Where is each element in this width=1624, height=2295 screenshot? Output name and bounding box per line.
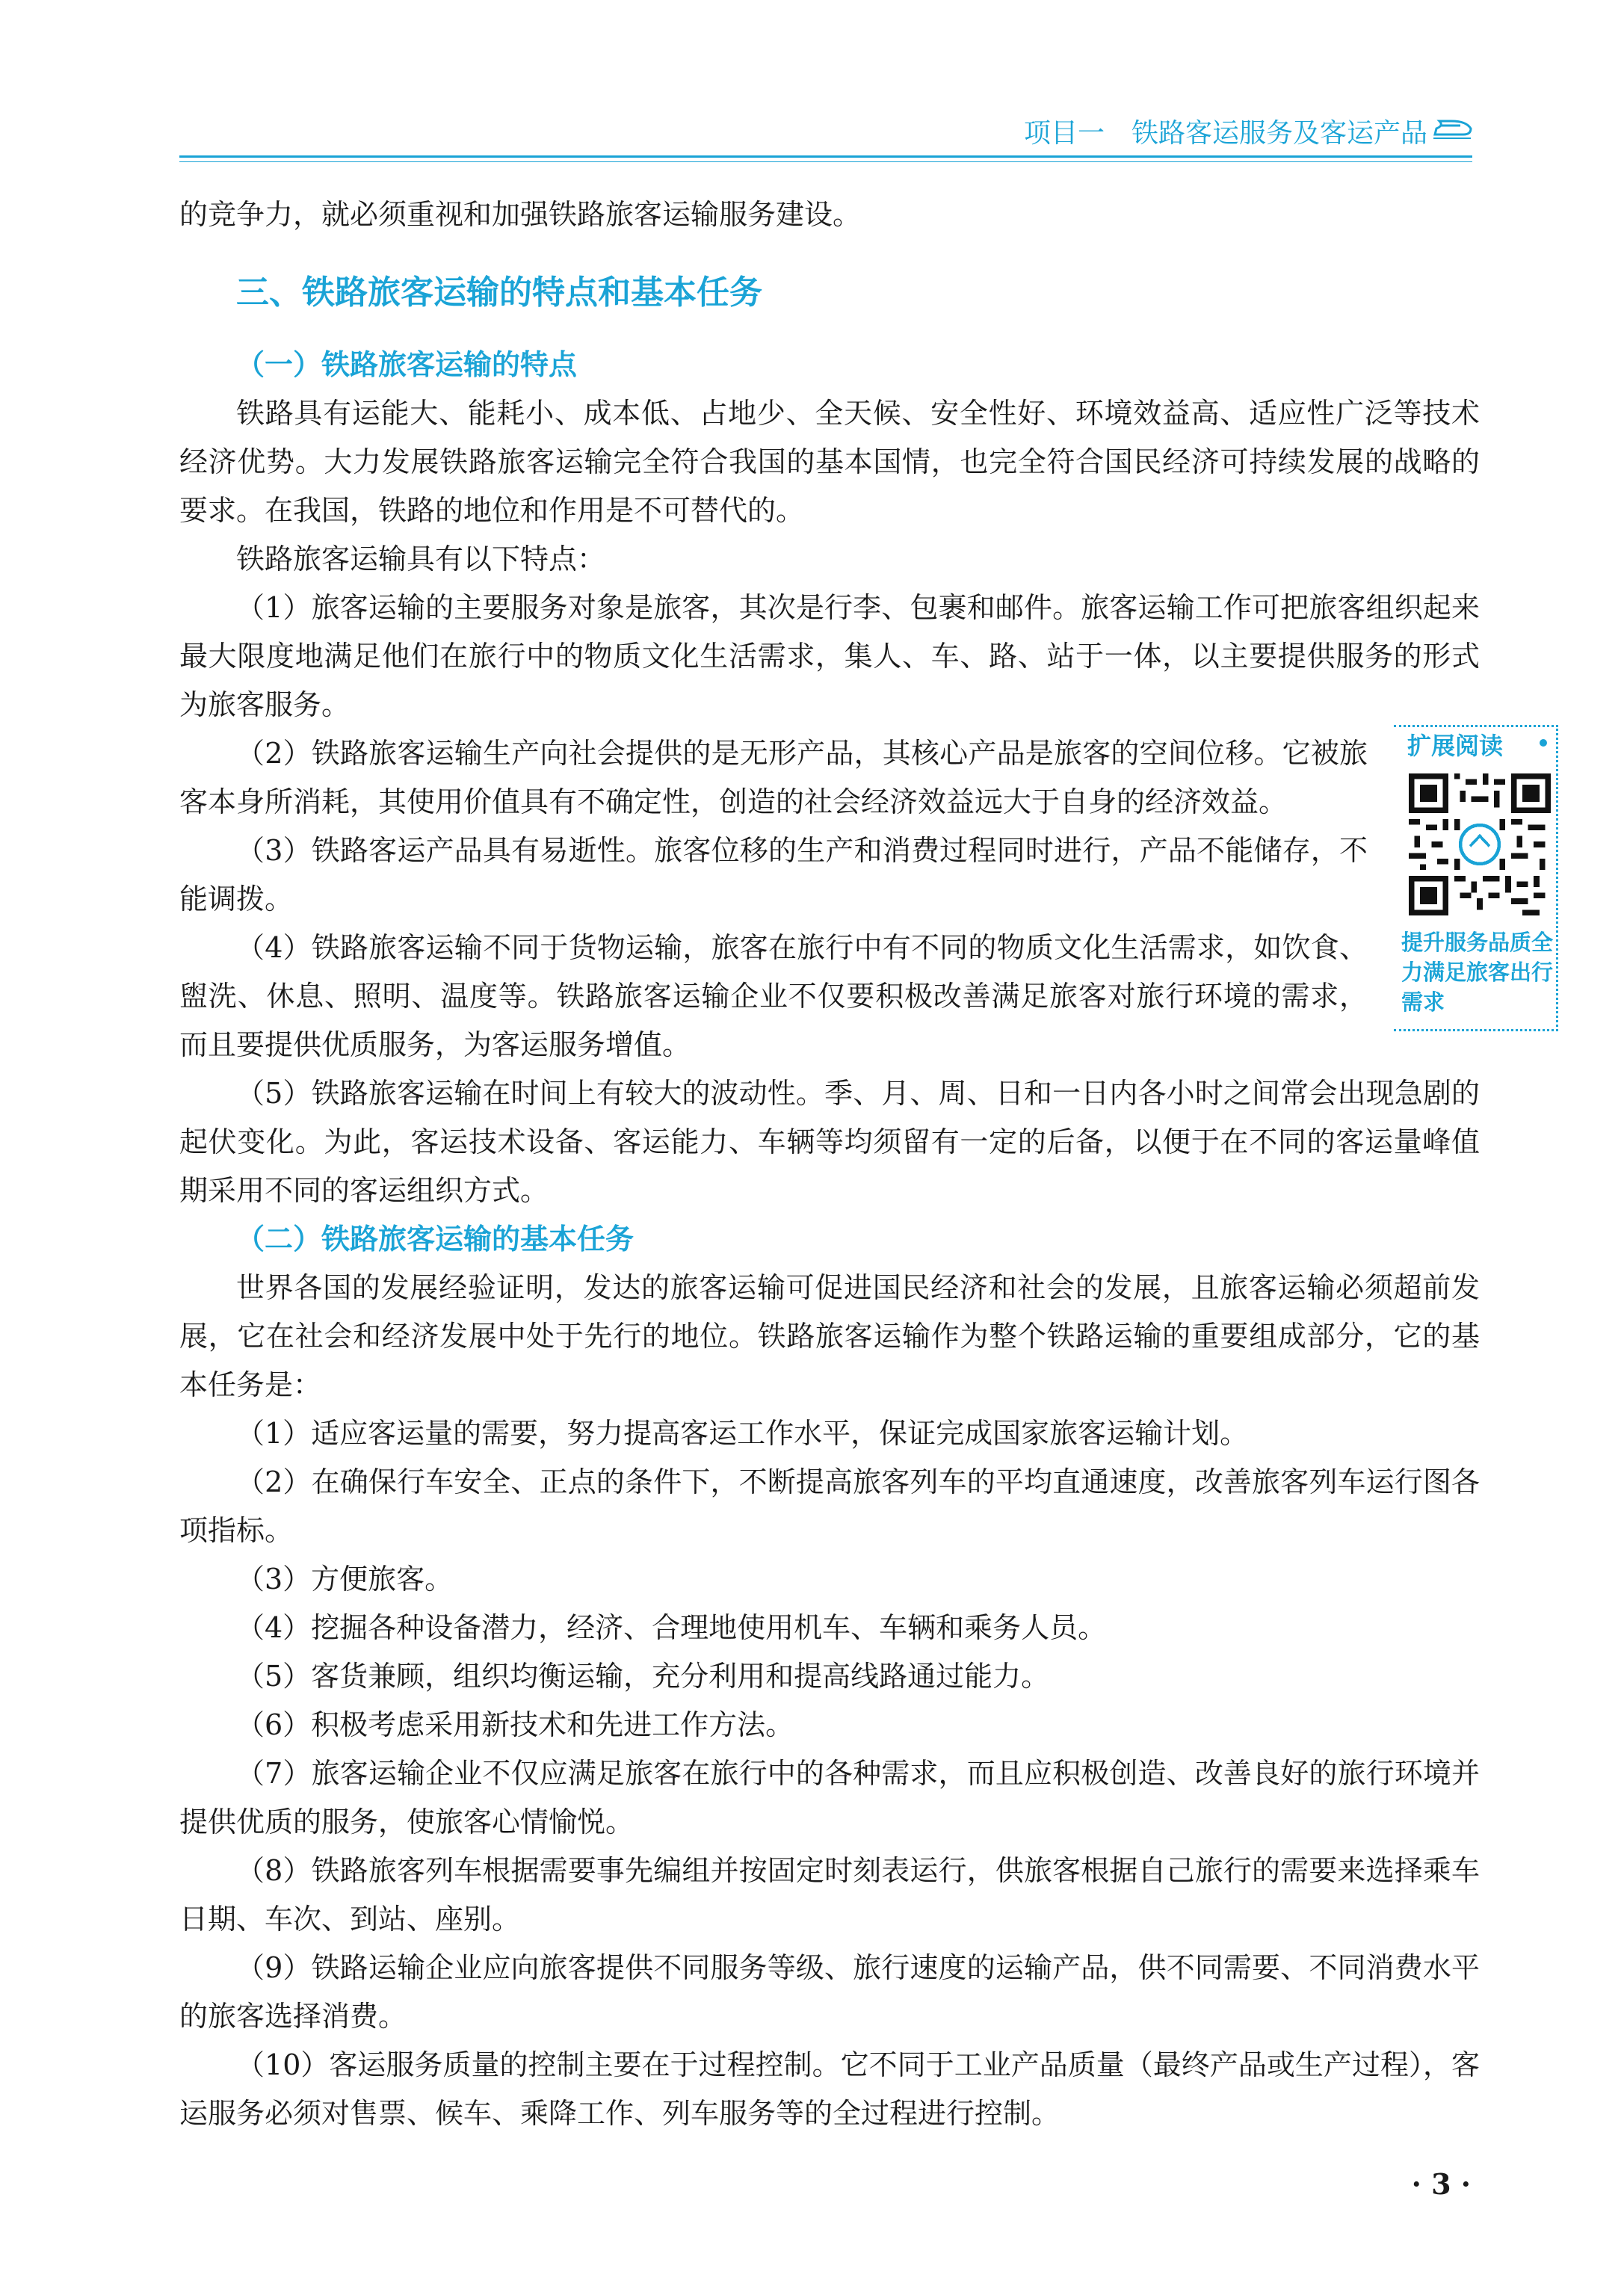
- paragraph: （1）旅客运输的主要服务对象是旅客，其次是行李、包裹和邮件。旅客运输工作可把旅客组织起来最大限度地满足他们在旅行中的物质文化生活需求，集人、车、路、站于一体，以主要提供服务的形式为旅客服务。: [179, 591, 1480, 721]
- list-item: （4）挖掘各种设备潜力，经济、合理地使用机车、车辆和乘务人员。: [236, 1611, 1107, 1644]
- list-item: （3）方便旅客。: [236, 1563, 454, 1596]
- main-content: [179, 191, 1480, 2138]
- paragraph: （2）铁路旅客运输生产向社会提供的是无形产品，其核心产品是旅客的空间位移。它被旅客本身所消耗，其使用价值具有不确定性，创造的社会经济效益远大于自身的经济效益。: [179, 737, 1368, 818]
- paragraph: （5）铁路旅客运输在时间上有较大的波动性。季、月、周、日和一日内各小时之间常会出现急剧的起伏变化。为此，客运技术设备、客运能力、车辆等均须留有一定的后备，以便于在不同的客运量峰值期采用不同的客运组织方式。: [179, 1077, 1480, 1207]
- list-item: （6）积极考虑采用新技术和先进工作方法。: [236, 1708, 794, 1741]
- list-item: （10）客运服务质量的控制主要在于过程控制。它不同于工业产品质量（最终产品或生产过程），客运服务必须对售票、候车、乘降工作、列车服务等的全过程进行控制。: [179, 2048, 1480, 2130]
- train-icon: [1433, 115, 1472, 140]
- list-item: （8）铁路旅客列车根据需要事先编组并按固定时刻表运行，供旅客根据自己旅行的需要来选择乘车日期、车次、到站、座别。: [179, 1854, 1480, 1936]
- intro-paragraph: 的竞争力，就必须重视和加强铁路旅客运输服务建设。: [179, 198, 862, 231]
- header-rule-thin: [179, 161, 1472, 162]
- paragraph: （4）铁路旅客运输不同于货物运输，旅客在旅行中有不同的物质文化生活需求，如饮食、盥洗、休息、照明、温度等。铁路旅客运输企业不仅要积极改善满足旅客对旅行环境的需求，而且要提供优质服务，为客运服务增值。: [179, 931, 1368, 1061]
- list-item: （9）铁路运输企业应向旅客提供不同服务等级、旅行速度的运输产品，供不同需要、不同消费水平的旅客选择消费。: [179, 1951, 1480, 2033]
- paragraph: 铁路旅客运输具有以下特点：: [236, 543, 606, 575]
- chapter-title: 项目一 铁路客运服务及客运产品: [1023, 118, 1427, 149]
- extended-reading-sidebar: [1394, 725, 1558, 1031]
- qr-code-icon[interactable]: [1409, 773, 1551, 915]
- sidebar-caption: 提升服务品质全力满足旅客出行需求: [1401, 930, 1554, 1015]
- header-rule: [179, 155, 1472, 158]
- sidebar-title: 扩展阅读: [1407, 732, 1504, 760]
- page-number: · 3 ·: [1411, 2167, 1471, 2201]
- paragraph: （3）铁路客运产品具有易逝性。旅客位移的生产和消费过程同时进行，产品不能储存，不能调拨。: [179, 834, 1368, 915]
- paragraph: 铁路具有运能大、能耗小、成本低、占地少、全天候、安全性好、环境效益高、适应性广泛等技术经济优势。大力发展铁路旅客运输完全符合我国的基本国情，也完全符合国民经济可持续发展的战略的要求。在我国，铁路的地位和作用是不可替代的。: [179, 397, 1480, 527]
- subsection-heading-2: （二）铁路旅客运输的基本任务: [236, 1223, 635, 1255]
- section-heading: 三、铁路旅客运输的特点和基本任务: [236, 274, 762, 312]
- list-item: （5）客货兼顾，组织均衡运输，充分利用和提高线路通过能力。: [236, 1660, 1050, 1693]
- list-item: （1）适应客运量的需要，努力提高客运工作水平，保证完成国家旅客运输计划。: [236, 1417, 1249, 1450]
- list-item: （2）在确保行车安全、正点的条件下，不断提高旅客列车的平均直通速度，改善旅客列车运行图各项指标。: [179, 1465, 1480, 1547]
- subsection-heading-1: （一）铁路旅客运输的特点: [236, 348, 578, 381]
- running-header: [179, 112, 1472, 157]
- list-item: （7）旅客运输企业不仅应满足旅客在旅行中的各种需求，而且应积极创造、改善良好的旅行环境并提供优质的服务，使旅客心情愉悦。: [179, 1757, 1480, 1838]
- bullet-dot-icon: [1540, 739, 1547, 747]
- paragraph: 世界各国的发展经验证明，发达的旅客运输可促进国民经济和社会的发展，且旅客运输必须超前发展，它在社会和经济发展中处于先行的地位。铁路旅客运输作为整个铁路运输的重要组成部分，它的基本任务是：: [179, 1271, 1480, 1401]
